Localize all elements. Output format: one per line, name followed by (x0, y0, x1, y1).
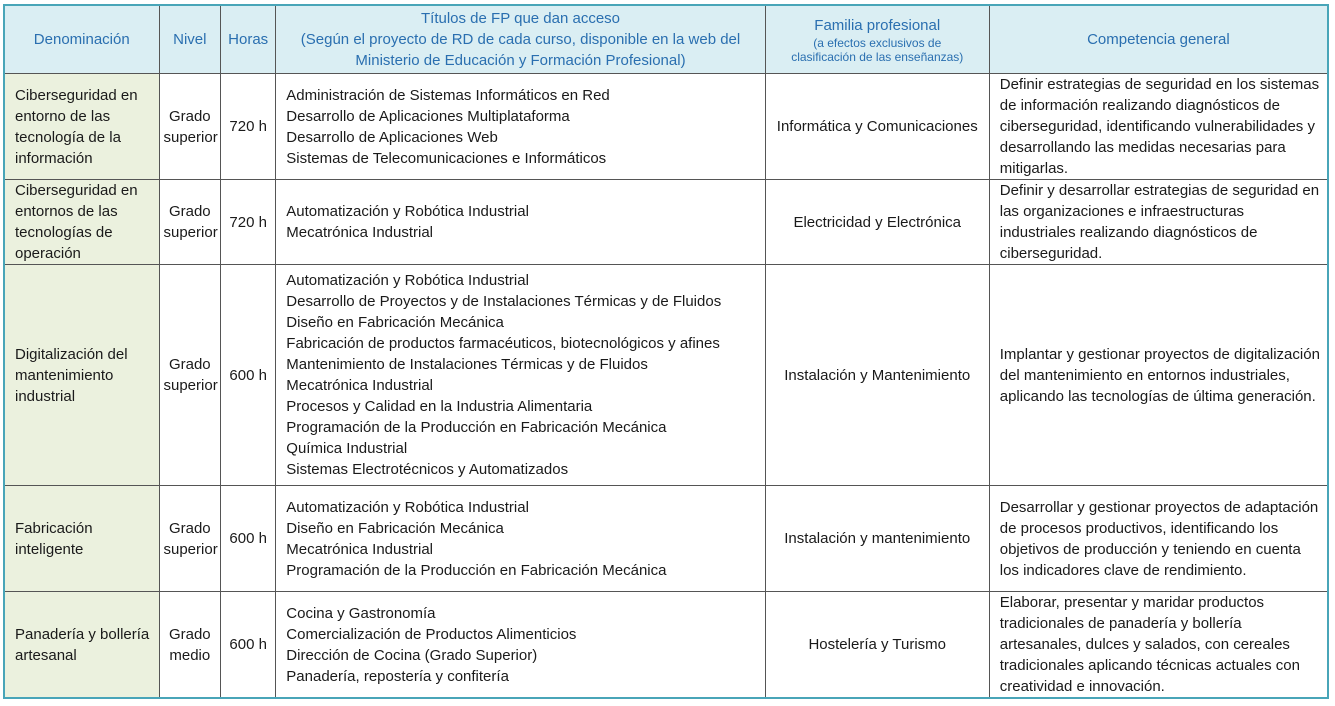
cell-horas: 720 h (221, 74, 276, 180)
cell-competencia: Implantar y gestionar proyectos de digitalización del mantenimiento en entornos industriales, aplicando las tecnologías de última generación. (989, 265, 1328, 486)
cell-competencia: Desarrollar y gestionar proyectos de adaptación de procesos productivos, identificando los objetivos de producción y teniendo en cuenta los indicadores clave de rendimiento. (989, 486, 1328, 592)
titulo-item: Procesos y Calidad en la Industria Alimentaria (286, 398, 593, 415)
cell-denominacion: Fabricación inteligente (4, 486, 159, 592)
titulo-item: Sistemas de Telecomunicaciones e Informáticos (286, 149, 607, 167)
header-familia-line1: Familia profesional (814, 17, 941, 34)
cell-nivel: Grado medio (159, 592, 221, 699)
titulo-item: Comercialización de Productos Alimenticios (286, 625, 577, 643)
header-horas: Horas (221, 5, 276, 74)
cell-familia: Electricidad y Electrónica (765, 180, 989, 265)
header-familia-line2: (a efectos exclusivos de (813, 36, 942, 50)
table-row (4, 180, 1328, 265)
titulo-item: Fabricación de productos farmacéuticos, biotecnológicos y afines (286, 335, 720, 352)
header-nivel: Nivel (159, 5, 221, 74)
table-row (4, 265, 1328, 486)
titulo-item: Automatización y Robótica Industrial (286, 272, 529, 289)
cell-nivel: Grado superior (159, 74, 221, 180)
cell-familia: Instalación y mantenimiento (765, 486, 989, 592)
cell-titulos (276, 180, 765, 265)
titulo-item: Mecatrónica Industrial (286, 377, 434, 394)
titulo-item: Administración de Sistemas Informáticos en Red (286, 86, 610, 104)
header-familia-line3: clasificación de las enseñanzas) (791, 50, 964, 64)
cell-nivel: Grado superior (159, 180, 221, 265)
cell-horas: 600 h (221, 265, 276, 486)
cell-nivel: Grado superior (159, 265, 221, 486)
cell-titulos (276, 74, 765, 180)
cell-nivel: Grado superior (159, 486, 221, 592)
header-titulos-line3: Ministerio de Educación y Formación Profesional) (355, 52, 686, 69)
cell-denominacion: Ciberseguridad en entornos de las tecnologías de operación (4, 180, 159, 265)
titulo-item: Desarrollo de Aplicaciones Web (286, 128, 498, 146)
cell-horas: 600 h (221, 486, 276, 592)
table-row (4, 74, 1328, 180)
titulo-item: Desarrollo de Proyectos y de Instalaciones Térmicas y de Fluidos (286, 293, 722, 310)
cell-denominacion: Digitalización del mantenimiento industrial (4, 265, 159, 486)
cell-denominacion: Ciberseguridad en entorno de las tecnología de la información (4, 74, 159, 180)
cell-horas: 720 h (221, 180, 276, 265)
titulo-item: Panadería, repostería y confitería (286, 667, 509, 685)
courses-table (3, 4, 1329, 699)
titulo-item: Automatización y Robótica Industrial (286, 203, 529, 220)
titulo-item: Mantenimiento de Instalaciones Térmicas y de Fluidos (286, 356, 648, 373)
cell-titulos (276, 486, 765, 592)
header-denominacion: Denominación (4, 5, 159, 74)
titulo-item: Programación de la Producción en Fabricación Mecánica (286, 561, 667, 579)
cell-competencia: Definir estrategias de seguridad en los sistemas de información realizando diagnósticos de ciberseguridad, identificando vulnerabilidades y desarrollando las medidas necesarias para mitigarlas. (989, 74, 1328, 180)
titulo-item: Desarrollo de Aplicaciones Multiplataforma (286, 107, 570, 125)
titulo-item: Automatización y Robótica Industrial (286, 498, 529, 516)
cell-familia: Instalación y Mantenimiento (765, 265, 989, 486)
header-competencia: Competencia general (989, 5, 1328, 74)
cell-competencia: Elaborar, presentar y maridar productos tradicionales de panadería y bollería artesanales, dulces y salados, con cereales tradicionales aplicando técnicas actuales con creatividad e innovación. (989, 592, 1328, 699)
table-row (4, 486, 1328, 592)
titulo-item: Sistemas Electrotécnicos y Automatizados (286, 461, 569, 478)
titulo-item: Diseño en Fabricación Mecánica (286, 519, 504, 537)
titulo-item: Cocina y Gastronomía (286, 604, 436, 622)
header-titulos-line1: Títulos de FP que dan acceso (421, 10, 621, 27)
header-titulos-line2: (Según el proyecto de RD de cada curso, disponible en la web del (300, 31, 741, 48)
titulo-item: Química Industrial (286, 440, 408, 457)
titulo-item: Dirección de Cocina (Grado Superior) (286, 646, 538, 664)
header-familia (765, 5, 989, 74)
titulo-item: Mecatrónica Industrial (286, 540, 434, 558)
header-row (4, 5, 1328, 74)
cell-familia: Hostelería y Turismo (765, 592, 989, 699)
table-container (3, 4, 1329, 699)
titulo-item: Mecatrónica Industrial (286, 224, 434, 241)
header-titulos (276, 5, 765, 74)
cell-familia: Informática y Comunicaciones (765, 74, 989, 180)
cell-horas: 600 h (221, 592, 276, 699)
cell-competencia: Definir y desarrollar estrategias de seguridad en las organizaciones e infraestructuras industriales realizando diagnósticos de ciberseguridad. (989, 180, 1328, 265)
table-row (4, 592, 1328, 699)
cell-titulos (276, 265, 765, 486)
titulo-item: Programación de la Producción en Fabricación Mecánica (286, 419, 667, 436)
titulo-item: Diseño en Fabricación Mecánica (286, 314, 504, 331)
cell-titulos (276, 592, 765, 699)
cell-denominacion: Panadería y bollería artesanal (4, 592, 159, 699)
